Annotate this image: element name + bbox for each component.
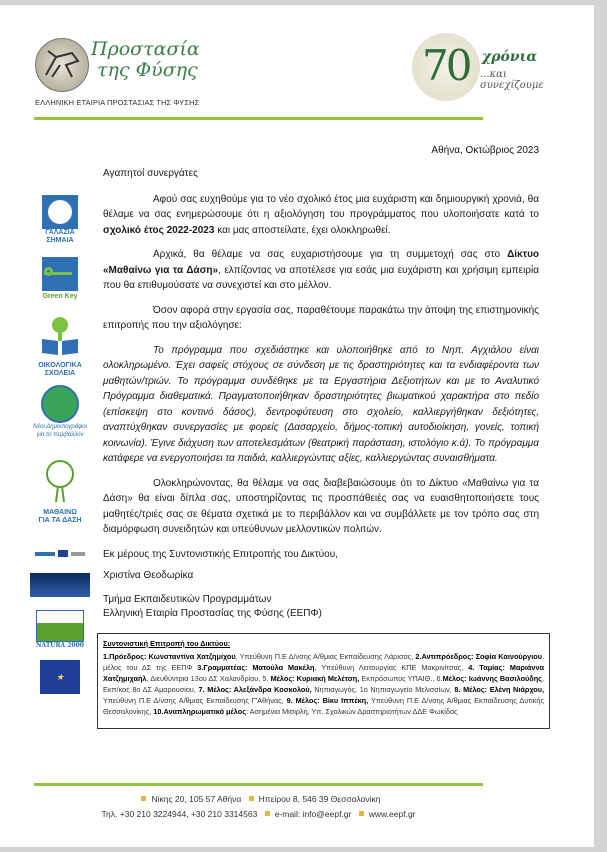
committee-members: 1.Πρόεδρος: Κωνσταντίνα Χατζημίχου, Υπεύθυνη Π.Ε Δ/νσης Α/θμιας Εκπαίδευσης Λάρισας, 2.Αντιπρόεδρος: Σοφία Καινούργιου, μέλος του ΔΣ της ΕΕΠΦ 3.Γραμματέας: Ματούλα Μακέλη, Υπεύθυνη Λειτουργίας ΚΠΕ Μακρινίτσας, 4. Ταμίας: Μαριάννα Χατζημιχαήλ, Διευθύντρια 13ου ΔΣ Χαλανδρίου, 5. Μέλος: Κυριακή Μελέτση, Εκπρόσωπος ΥΠΑΙΘ., 6.Μέλος: Ιωάννης Βασιλούδης, Εκπ/κος 8ο ΔΣ Αμαρουσίου, 7. Μέλος: Αλεξάνδρα Κοσκολού, Νηπιαγωγός, 1ο Νηπιαγωγείο Μελισσίων, 8. Μέλος: Ελένη Νιάρχου, Υπεύθυνη Π.Ε Δ/νσης Α/θμιας Εκπαίδευσης Γ'Αθήνας, 9. Μέλος: Βίκυ Ιππέκη, Υπεύθυνη Π.Ε Δ/νσης Α/θμιας Εκπαίδευσης Δυτικής Θεσσαλονίκης, 10.Αναπληρωματικό μέλος: Ασημένια Μισιρλή, Υπ. Σχολικών Δραστηριοτήτων ΔΔΕ Φωκίδας — [103, 652, 545, 716]
bullet-icon — [359, 811, 364, 816]
paragraph-3: Όσον αφορά στην εργασία σας, παραθέτουμε παρακάτω την άποψη της επιστημονικής επιτροπής που την αξιολόγησε: — [103, 304, 539, 331]
natura-icon — [36, 610, 84, 642]
website-link[interactable]: www.eepf.gr — [368, 809, 416, 819]
globe-icon — [41, 385, 79, 423]
eco-schools-logo: ΟΙΚΟΛΟΓΙΚΑ ΣΧΟΛΕΙΑ — [30, 317, 90, 378]
committee-heading: Συντονιστική Επιτροπή του Δικτύου: — [103, 639, 231, 648]
org-subtitle: ΕΛΛΗΝΙΚΗ ΕΤΑΙΡΙΑ ΠΡΟΣΤΑΣΙΑΣ ΤΗΣ ΦΥΣΗΣ — [35, 98, 200, 107]
horizon-2020-logo — [30, 573, 90, 597]
footer-divider — [34, 783, 483, 786]
organization: Ελληνική Εταιρία Προστασίας της Φύσης (ΕΕΠΦ) — [103, 607, 322, 619]
blue-flag-icon — [42, 195, 78, 229]
anniversary-number: 70 — [422, 41, 470, 90]
letter-page — [0, 5, 594, 847]
anniversary-tagline: ...και συνεχίζουμε — [480, 69, 544, 91]
eu-life-icon: ★ — [40, 660, 80, 694]
letter-body — [103, 166, 539, 621]
young-reporters-logo: Νέοι Δημοσιογράφοι για το περιβάλλον — [30, 385, 90, 439]
department: Τμήμα Εκπαιδευτικών Προγραμμάτων — [103, 593, 272, 605]
committee-box — [97, 633, 550, 729]
ibex-emblem-icon — [35, 38, 89, 92]
eepf-logo — [35, 33, 200, 113]
org-name: Προστασία της Φύσης — [91, 38, 200, 81]
header-divider — [34, 117, 483, 120]
email-link[interactable]: e-mail: info@eepf.gr — [274, 809, 352, 819]
key-icon — [42, 257, 78, 291]
closing: Εκ μέρους της Συντονιστικής Επιτροπής του Δικτύου, — [103, 548, 338, 560]
interreg-logo — [30, 550, 90, 557]
tree-book-icon — [40, 317, 80, 357]
green-key-logo: Green Key — [30, 257, 90, 301]
interreg-icon — [35, 552, 55, 556]
learn-about-forests-logo: ΜΑΘΑΙΝΩ ΓΙΑ ΤΑ ΔΑΣΗ — [30, 460, 90, 525]
bullet-icon — [249, 796, 254, 801]
bullet-icon — [265, 811, 270, 816]
eu-flag-icon — [58, 550, 68, 557]
life-logo — [30, 660, 90, 694]
tree-icon — [42, 460, 78, 504]
greeting: Αγαπητοί συνεργάτες — [103, 168, 198, 179]
paragraph-2: Αρχικά, θα θέλαμε να σας ευχαριστήσουμε για τη συμμετοχή σας στο Δίκτυο «Μαθαίνω για τα Δάση», ελπίζοντας να αποτέλεσε για εσάς μια ευχάριστη και χρήσιμη εμπειρία που θα επιθυμούσατε να συνεχιστεί και στο μέλλον. — [103, 249, 539, 291]
bullet-icon — [141, 796, 146, 801]
paragraph-1: Αφού σας ευχηθούμε για το νέο σχολικό έτος μια ευχάριστη και δημιουργική χρονιά, θα θέλαμε να σας ενημερώσουμε ότι η αξιολόγηση του προγράμματος που υλοποιήσατε κατά το σχολικό έτος 2022-2023 και μας αποστείλατε, έχει ολοκληρωθεί. — [103, 193, 539, 236]
letter-date: Αθήνα, Οκτώβριος 2023 — [431, 145, 539, 156]
natura-2000-logo: NATURA 2000 — [30, 610, 90, 650]
footer-addresses: Νίκης 20, 105 57 Αθήνα Ηπείρου 8, 546 39 Θεσσαλονίκη — [34, 794, 483, 804]
blue-flag-logo: ΓΑΛΑΖΙΑ ΣΗΜΑΙΑ — [30, 195, 90, 245]
footer-contact: Τηλ. +30 210 3224944, +30 210 3314563 e-mail: info@eepf.gr www.eepf.gr — [101, 809, 416, 819]
horizon-icon — [30, 573, 90, 597]
signatory: Χριστίνα Θεοδωρίκα — [103, 570, 194, 581]
evaluation-text: Το πρόγραμμα που σχεδιάστηκε και υλοποιήθηκε από το Νηπ. Αγχιάλου είναι ολοκληρωμένο. Έχει σαφείς στόχους σε σύνδεση με τις δραστηριότητες και τα ενδιαφέροντα των μαθητών/τριών. Το πρόγραμμα συνδέθηκε με τα Εργαστήρια Δεξιοτήτων και με το Αναλυτικό Πρόγραμμα διαθεματικά. Πραγματοποιήθηκαν δραστηριότητες βιωματικού χαρακτήρα στο πεδίο (επίσκεψη στο κοντινό δάσος), δεντροφύτευση στο σχολείο, καλλιεργήθηκαν δεξιότητες, αναπτύχθηκαν συνεργασίες με φορείς (Δασαρχείο, δήμος-τοπική αυτοδιοίκηση, γονείς, τοπική κοινωνία). Έγινε διάχυση των αποτελεσμάτων (θεατρική παράσταση, ιστολόγιο κ.ά). Το πρόγραμμα κατάφερε να ενεργοποιήσει τα παιδιά, καλλιεργώντας αξίες, καλλιεργώντας συναισθήματα. — [103, 344, 539, 464]
paragraph-4: Ολοκληρώνοντας, θα θέλαμε να σας διαβεβαιώσουμε ότι το Δίκτυο «Μαθαίνω για τα Δάση» θα είναι δίπλα σας, υποστηρίζοντας τις προσπάθειές σας να ευαισθητοποιήσετε τους μαθητές/τριές σας σε θέματα σχετικά με το περιβάλλον και να συμβάλλετε με τον τρόπο σας στη διαμόρφωση συνειδητών και υπεύθυνων μελλοντικών πολιτών. — [103, 477, 539, 535]
anniversary-badge — [412, 33, 562, 103]
anniversary-word: χρόνια — [482, 49, 538, 65]
